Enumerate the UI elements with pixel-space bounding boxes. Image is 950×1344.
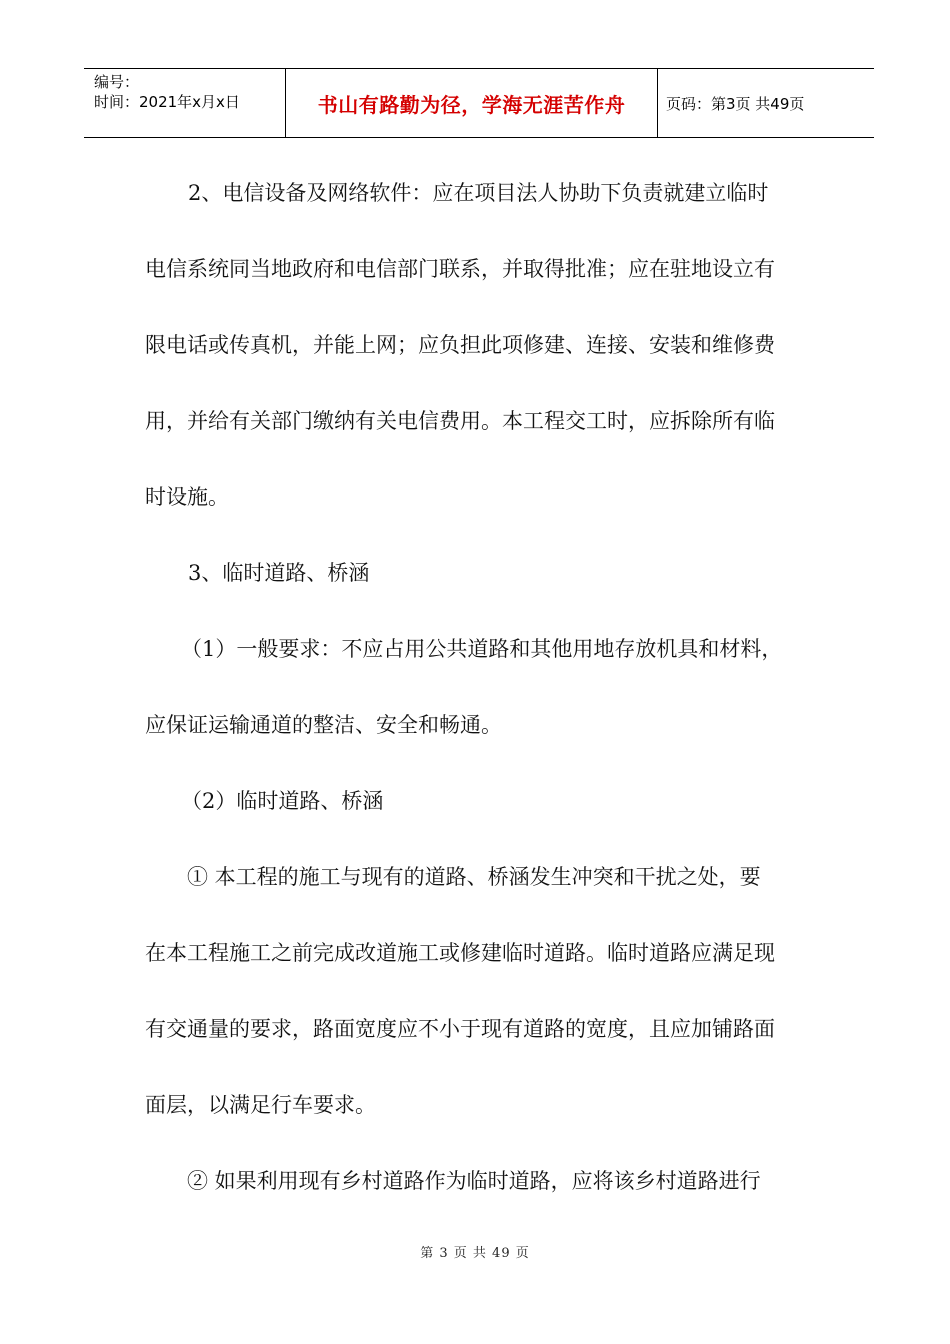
header-motto: 书山有路勤为径，学海无涯苦作舟: [286, 69, 658, 137]
paragraph: 有交通量的要求，路面宽度应不小于现有道路的宽度，且应加铺路面: [145, 1017, 775, 1041]
paragraph: 限电话或传真机，并能上网；应负担此项修建、连接、安装和维修费: [145, 333, 775, 357]
paragraph: 电信系统同当地政府和电信部门联系，并取得批准；应在驻地设立有: [145, 257, 775, 281]
paragraph: 时设施。: [145, 485, 229, 509]
paragraph: 用，并给有关部门缴纳有关电信费用。本工程交工时，应拆除所有临: [145, 409, 775, 433]
header-page-info: 页码：第3页 共49页: [666, 94, 805, 113]
header-meta: [84, 69, 286, 137]
paragraph: 面层，以满足行车要求。: [145, 1093, 376, 1117]
paragraph: 在本工程施工之前完成改道施工或修建临时道路。临时道路应满足现: [145, 941, 775, 965]
paragraph: 2、电信设备及网络软件：应在项目法人协助下负责就建立临时: [188, 181, 769, 205]
page-footer: 第 3 页 共 49 页: [420, 1246, 530, 1261]
page-header: [84, 68, 874, 138]
paragraph: ① 本工程的施工与现有的道路、桥涵发生冲突和干扰之处，要: [187, 865, 761, 889]
document-body: [145, 155, 825, 1219]
paragraph: （1）一般要求：不应占用公共道路和其他用地存放机具和材料，: [181, 637, 783, 661]
paragraph: 应保证运输通道的整洁、安全和畅通。: [145, 713, 502, 737]
document-date-label: 时间：2021年x月x日: [94, 93, 240, 111]
document-number-label: 编号：: [94, 73, 140, 91]
section-heading: 3、临时道路、桥涵: [188, 561, 370, 585]
paragraph: ② 如果利用现有乡村道路作为临时道路，应将该乡村道路进行: [187, 1169, 761, 1193]
subsection-heading: （2）临时道路、桥涵: [181, 789, 384, 813]
